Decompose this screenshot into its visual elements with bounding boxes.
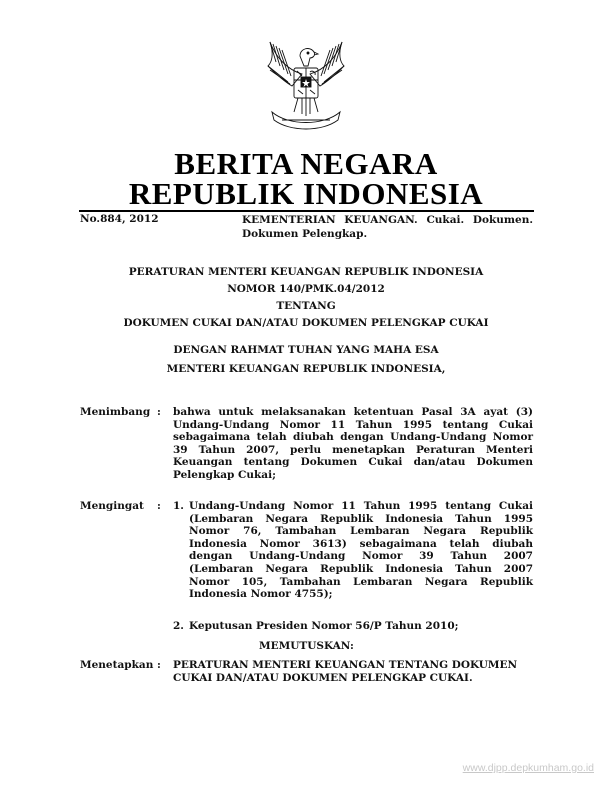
text-line: Indonesia Nomor 3613) sebagaimana telah diubah — [189, 537, 533, 550]
masthead-title-line1: BERITA NEGARA — [174, 146, 438, 181]
text-line: Undang-Undang Nomor 11 Tahun 1995 tentang Cukai — [189, 500, 533, 512]
text-line: (Lembaran Negara Republik Indonesia Tahun 1995 — [189, 512, 533, 525]
gazette-category-line: Dokumen Pelengkap. — [242, 228, 368, 240]
text-line: Keuangan tentang Dokumen Cukai dan/atau Dokumen — [173, 456, 533, 469]
text-line: bahwa untuk melaksanakan ketentuan Pasal 3A ayat (3) — [173, 406, 533, 418]
garuda-emblem-icon — [258, 36, 354, 136]
regulation-tentang: TENTANG — [276, 300, 336, 312]
menetapkan-text — [173, 659, 533, 684]
text-line: PERATURAN MENTERI KEUANGAN TENTANG DOKUMEN — [173, 659, 518, 671]
regulation-title: PERATURAN MENTERI KEUANGAN REPUBLIK INDONESIA — [128, 266, 484, 278]
text-line: Keputusan Presiden Nomor 56/P Tahun 2010; — [189, 620, 459, 632]
text-line: (Lembaran Negara Republik Indonesia Tahun 2007 — [189, 562, 533, 575]
menetapkan-label: Menetapkan — [80, 659, 154, 671]
issuer: MENTERI KEUANGAN REPUBLIK INDONESIA, — [166, 363, 446, 375]
mengingat-item-number: 1. — [173, 500, 184, 512]
text-line: Undang-Undang Nomor 11 Tahun 1995 tentang Cukai — [173, 418, 533, 431]
mengingat-colon: : — [157, 500, 161, 512]
mengingat-item-number: 2. — [173, 620, 184, 632]
text-line: Indonesia Nomor 4755); — [189, 588, 333, 601]
mengingat-item-1 — [189, 500, 533, 601]
gazette-category — [242, 213, 533, 241]
gazette-number: No.884, 2012 — [80, 213, 159, 225]
memutuskan-heading: MEMUTUSKAN: — [259, 640, 354, 652]
masthead-title-line2: REPUBLIK INDONESIA — [128, 176, 484, 211]
text-line: 39 Tahun 2007, perlu menetapkan Peraturan Menteri — [173, 443, 533, 456]
text-line: Nomor 76, Tambahan Lembaran Negara Republik — [189, 525, 533, 538]
menetapkan-colon: : — [157, 659, 161, 671]
text-line: Pelengkap Cukai; — [173, 468, 276, 481]
regulation-number: NOMOR 140/PMK.04/2012 — [227, 283, 385, 295]
menimbang-label: Menimbang — [80, 406, 151, 418]
regulation-subject: DOKUMEN CUKAI DAN/ATAU DOKUMEN PELENGKAP CUKAI — [123, 317, 489, 329]
gazette-category-line: KEMENTERIAN KEUANGAN. Cukai. Dokumen. — [242, 214, 533, 226]
mengingat-item-2 — [189, 620, 533, 633]
text-line: sebagaimana telah diubah dengan Undang-Undang Nomor — [173, 431, 533, 444]
text-line: dengan Undang-Undang Nomor 39 Tahun 2007 — [189, 550, 533, 563]
mengingat-label: Mengingat — [80, 500, 144, 512]
text-line: Nomor 105, Tambahan Lembaran Negara Republik — [189, 575, 533, 588]
masthead-divider — [79, 210, 534, 212]
menimbang-colon: : — [157, 406, 161, 418]
invocation: DENGAN RAHMAT TUHAN YANG MAHA ESA — [173, 344, 439, 356]
text-line: CUKAI DAN/ATAU DOKUMEN PELENGKAP CUKAI. — [173, 671, 473, 684]
footer-url-link[interactable]: www.djpp.depkumham.go.id — [462, 762, 594, 774]
menimbang-text — [173, 406, 533, 482]
